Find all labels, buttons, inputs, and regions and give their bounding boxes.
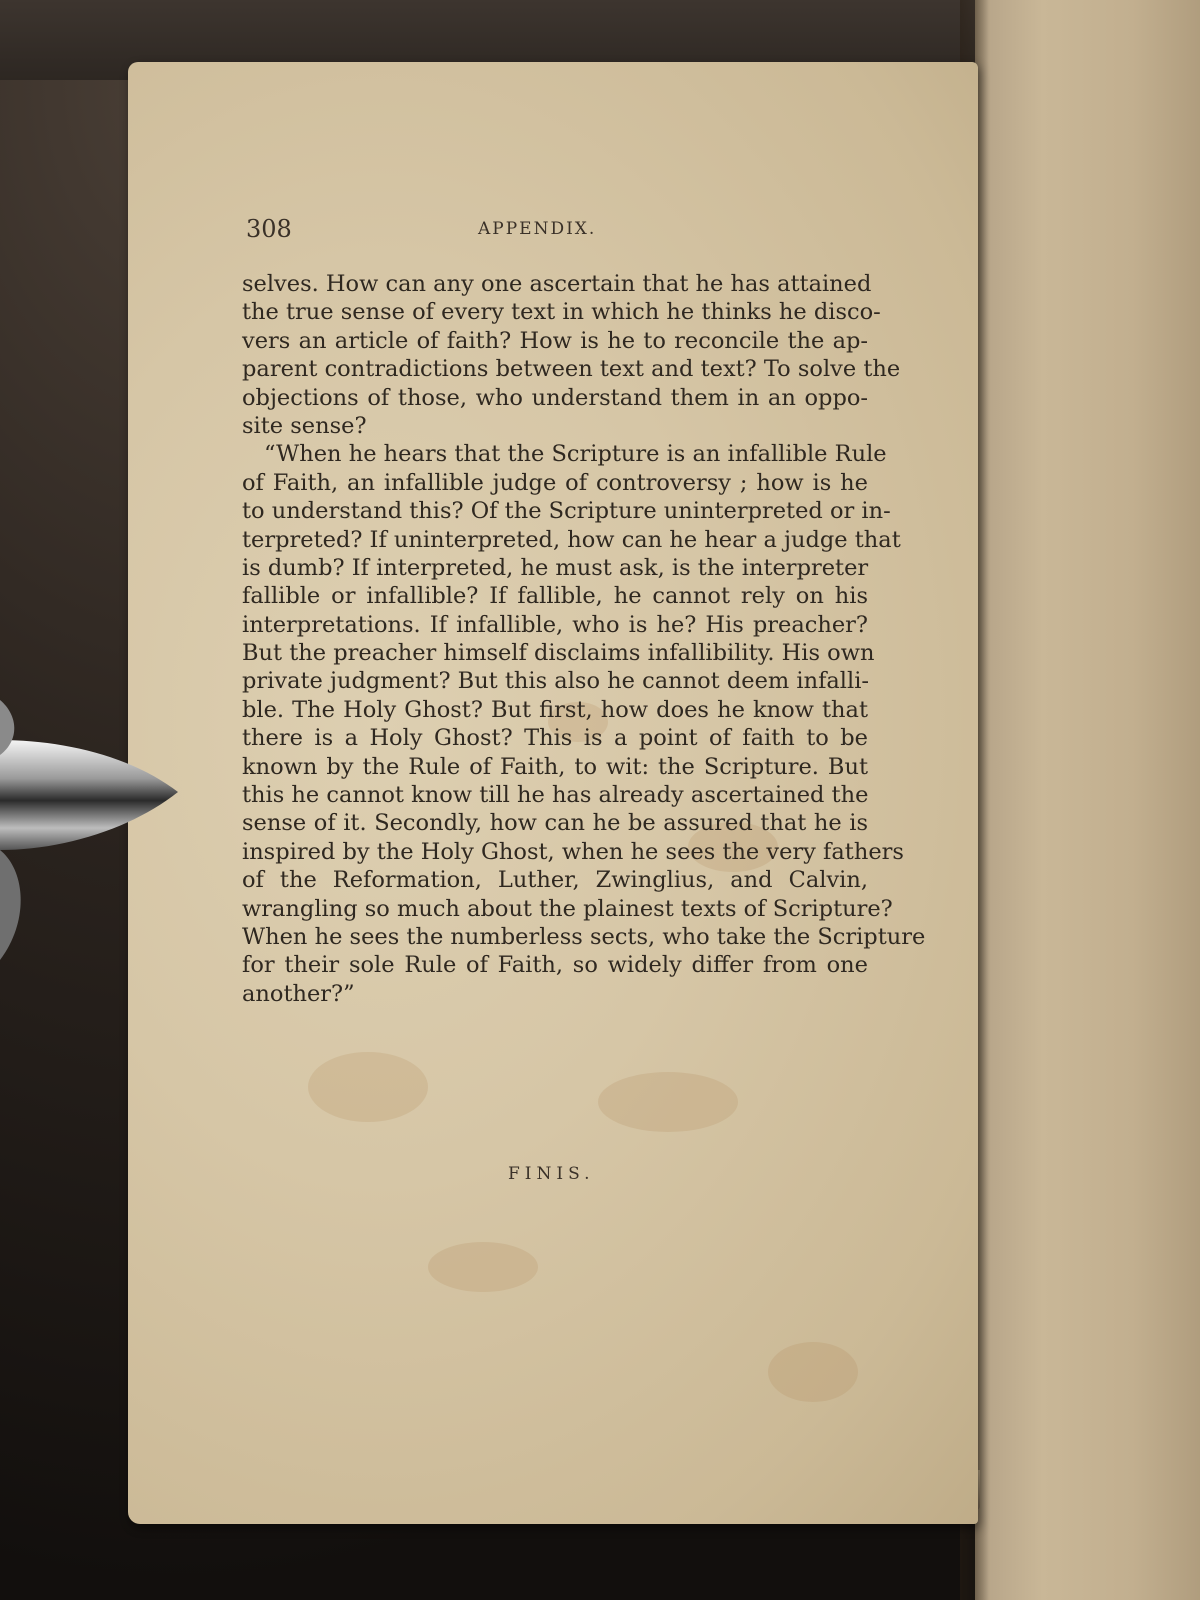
text-line: But the preacher himself disclaims infallibility. His own <box>242 640 875 667</box>
text-line: inspired by the Holy Ghost, when he sees the very fathers <box>242 838 904 865</box>
foxing-spot <box>428 1242 538 1292</box>
book-page <box>128 62 978 1524</box>
foxing-spot <box>598 1072 738 1132</box>
foxing-spot <box>308 1052 428 1122</box>
finis-mark: FINIS. <box>508 1164 595 1184</box>
body-text <box>242 270 926 1008</box>
text-line: the true sense of every text in which he thinks he disco- <box>242 299 881 326</box>
text-line: private judgment? But this also he cannot deem infalli- <box>242 668 870 695</box>
text-line: objections of those, who understand them in an oppo- <box>242 384 868 411</box>
text-line: for their sole Rule of Faith, so widely differ from one <box>242 952 868 979</box>
text-line: of Faith, an infallible judge of controversy ; how is he <box>242 469 868 496</box>
text-line: known by the Rule of Faith, to wit: the Scripture. But <box>242 753 868 780</box>
foxing-spot <box>768 1342 858 1402</box>
text-line: another?” <box>242 980 355 1007</box>
text-line: “When he hears that the Scripture is an infallible Rule <box>264 441 887 468</box>
next-page-edge <box>975 0 1200 1600</box>
text-line: fallible or infallible? If fallible, he cannot rely on his <box>242 583 868 610</box>
text-line: selves. How can any one ascertain that he has attained <box>242 271 872 297</box>
page-clip <box>0 700 180 960</box>
page-header <box>246 215 866 245</box>
text-line: parent contradictions between text and text? To solve the <box>242 356 901 383</box>
page-number: 308 <box>246 215 292 243</box>
text-line: sense of it. Secondly, how can he be assured that he is <box>242 810 868 837</box>
text-line: When he sees the numberless sects, who take the Scripture <box>242 923 926 950</box>
text-line: this he cannot know till he has already ascertained the <box>242 782 869 809</box>
text-line: ble. The Holy Ghost? But first, how does he know that <box>242 696 868 723</box>
text-line: interpretations. If infallible, who is he? His preacher? <box>242 611 868 638</box>
text-line: to understand this? Of the Scripture uninterpreted or in- <box>242 498 891 525</box>
text-line: vers an article of faith? How is he to reconcile the ap- <box>242 327 868 354</box>
text-line: of the Reformation, Luther, Zwinglius, and Calvin, <box>242 867 868 894</box>
text-line: there is a Holy Ghost? This is a point of faith to be <box>242 725 868 752</box>
text-line: wrangling so much about the plainest texts of Scripture? <box>242 895 893 922</box>
text-line: site sense? <box>242 412 367 439</box>
text-line: is dumb? If interpreted, he must ask, is the interpreter <box>242 554 869 581</box>
text-line: terpreted? If uninterpreted, how can he hear a judge that <box>242 526 901 553</box>
running-head: APPENDIX. <box>478 219 597 239</box>
